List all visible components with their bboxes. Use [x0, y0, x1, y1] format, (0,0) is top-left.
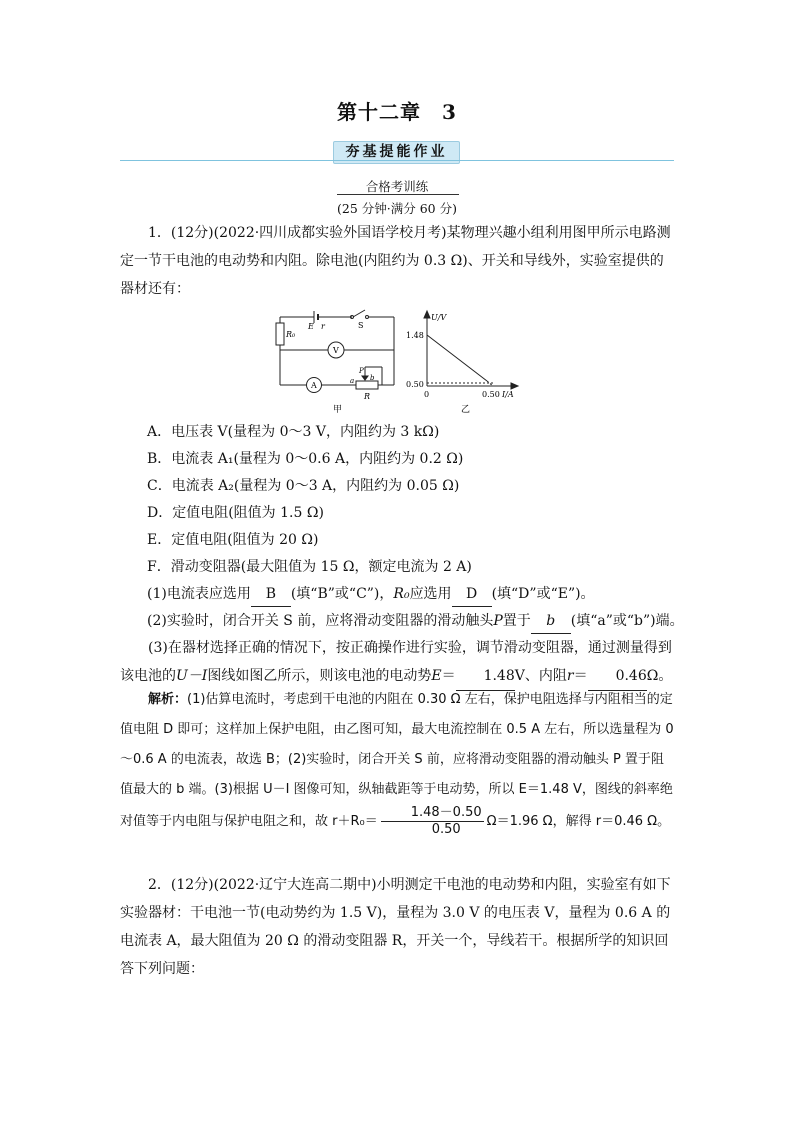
graph-origin: 0 [424, 390, 430, 399]
q1-option-c: C．电流表 A₂(量程为 0～3 A，内阻约为 0.05 Ω) [147, 478, 460, 494]
q1-sub1 [147, 582, 595, 607]
page-title: 第十二章 3 [337, 100, 457, 124]
graph-x-tick: 0.50 [482, 390, 500, 399]
section-info: (25 分钟·满分 60 分) [337, 201, 457, 216]
fraction-numerator: 1.48－0.50 [381, 805, 484, 822]
header-divider [120, 160, 674, 161]
q1-sub2-p: P [493, 613, 503, 629]
graph-ylabel: U/V [431, 313, 447, 322]
fraction-denominator: 0.50 [431, 822, 461, 837]
q1-stem: 1．(12分)(2022·四川成都实验外国语学校月考)某物理兴趣小组利用图甲所示电路测定一节干电池的电动势和内阻。除电池(内阻约为 0.3 Ω)、开关和导线外，实验室提供的器材还有： [120, 225, 671, 297]
circuit-caption: 甲 [333, 405, 343, 415]
q1-sub1-text-d: (填“D”或“E”)。 [491, 586, 595, 602]
explanation-label: 解析： [148, 692, 188, 707]
ui-graph [405, 308, 525, 415]
section-name: 合格考训练 [365, 179, 429, 194]
graph-y-top: 1.48 [406, 331, 424, 340]
q1-sub3-eq2: ＝ [573, 668, 588, 684]
q1-sub3-answer-r: 0.46 [588, 662, 647, 691]
q1-explanation [120, 685, 675, 838]
circuit-label-V: V [333, 346, 339, 355]
q1-sub1-text-b: (填“B”或“C”)， [290, 586, 394, 602]
graph-xlabel: I/A [502, 390, 514, 399]
q1-sub3-eq: ＝ [441, 668, 456, 684]
q1-sub3-E: E [431, 668, 442, 684]
q1-sub1-answer2: D [452, 582, 492, 607]
circuit-label-A: A [311, 381, 317, 390]
q1-sub3-ui: U－I [176, 668, 208, 684]
q1-sub2 [147, 609, 684, 634]
circuit-label-E: E [308, 322, 314, 331]
q2-stem: 2．(12分)(2022·辽宁大连高二期中)小明测定干电池的电动势和内阻，实验室有如下实验器材：干电池一节(电动势约为 1.5 V)，量程为 3.0 V 的电压表 V，量程为 0.6 A 的电流表 A，最大阻值为 20 Ω 的滑动变阻器 R，开关一个，导线若干。根据所学的知识回答下列问题： [120, 877, 671, 977]
q1-sub2-text-a: (2)实验时，闭合开关 S 前，应将滑动变阻器的滑动触头 [147, 613, 494, 629]
q1-option-b: B．电流表 A₁(量程为 0～0.6 A，内阻约为 0.2 Ω) [147, 451, 464, 467]
q1-sub3-r: r [566, 668, 574, 684]
circuit-label-r: r [321, 322, 325, 331]
section-underline [337, 194, 459, 195]
q1-sub1-text-c: 应选用 [409, 586, 452, 602]
graph-caption: 乙 [461, 405, 471, 415]
q1-sub3-text-d: Ω。 [646, 668, 673, 684]
graph-y-bottom: 0.50 [406, 380, 424, 389]
circuit-label-b: b [370, 374, 375, 382]
q1-sub1-text-a: (1)电流表应选用 [147, 586, 251, 602]
q1-option-e: E．定值电阻(阻值为 20 Ω) [147, 532, 319, 548]
q1-option-f: F．滑动变阻器(最大阻值为 15 Ω，额定电流为 2 A) [147, 559, 472, 575]
q1-sub2-text-b: 置于 [502, 613, 531, 629]
q1-sub3-text-c: V、内阻 [514, 668, 567, 684]
circuit-label-P: P [359, 367, 364, 375]
q1-sub1-answer1: B [251, 582, 291, 607]
circuit-label-R: R [364, 392, 371, 401]
q1-sub3-answer-e: 1.48 [456, 662, 515, 691]
q1-sub3 [120, 634, 675, 691]
section-banner: 夯基提能作业 [333, 141, 460, 164]
circuit-label-a: a [350, 377, 355, 385]
explanation-fraction [381, 805, 484, 838]
q1-option-a: A．电压表 V(量程为 0～3 V，内阻约为 3 kΩ) [147, 424, 440, 440]
q1-sub2-answer: b [531, 609, 571, 634]
circuit-diagram [270, 305, 405, 415]
q1-sub3-text-a: (3)在器材选择正确的情况下，按正确操作进行实验，调节滑动变阻器，通过测量得到该电池的 [120, 640, 672, 684]
circuit-label-R0: R₀ [286, 330, 296, 339]
explanation-part2: Ω＝1.96 Ω，解得 r＝0.46 Ω。 [486, 814, 671, 829]
q1-sub2-text-c: (填“a”或“b”)端。 [570, 613, 684, 629]
circuit-label-S: S [358, 321, 364, 330]
q1-option-d: D．定值电阻(阻值为 1.5 Ω) [147, 505, 324, 521]
q1-sub3-text-b: 图线如图乙所示，则该电池的电动势 [207, 668, 432, 684]
q1-sub1-r0: R₀ [393, 586, 410, 602]
explanation-part1: (1)估算电流时，考虑到干电池的内阻在 0.30 Ω 左右，保护电阻选择与内阻相当的定值电阻 D 即可；这样加上保护电阻，由乙图可知，最大电流控制在 0.5 A 左右，所以选量程为 0～0.6 A 的电流表，故选 B；(2)实验时，闭合开关 S 前，应将滑动变阻器的滑动触头 P 置于阻值最大的 b 端。(3)根据 U－I 图像可知，纵轴截距等于电动势，所以 E＝1.48 V，图线的斜率绝对值等于内电阻与保护电阻之和，故 r＋R₀＝ [120, 692, 674, 829]
